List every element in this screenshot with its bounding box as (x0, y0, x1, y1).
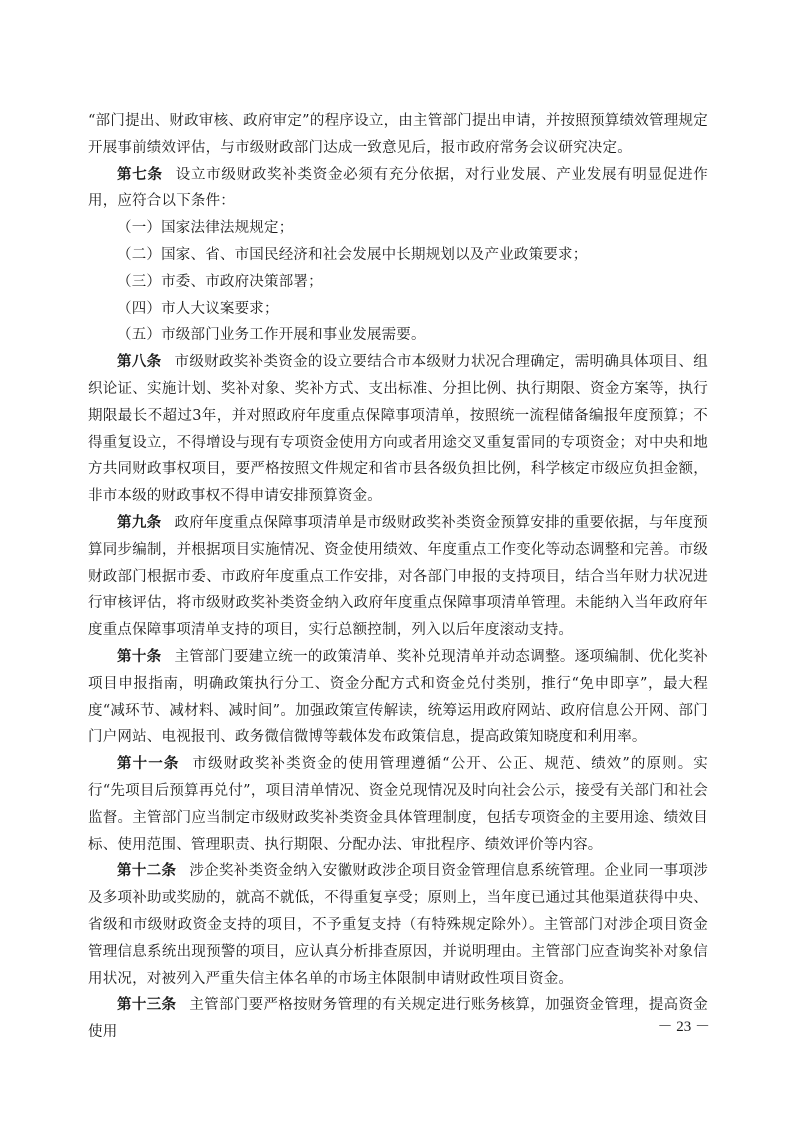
article-heading: 第十一条 (117, 756, 180, 773)
condition-item-2 (88, 242, 708, 269)
article-9 (88, 510, 708, 644)
condition-item-4 (88, 296, 708, 323)
paragraph-text: 设立市级财政奖补类资金必须有充分依据，对行业发展、产业发展有明显促进作用，应符合以下条件： (88, 166, 708, 210)
article-10 (88, 644, 708, 751)
article-8 (88, 349, 708, 510)
paragraph-text: 政府年度重点保障事项清单是市级财政奖补类资金预算安排的重要依据，与年度预算同步编制，并根据项目实施情况、资金使用绩效、年度重点工作变化等动态调整和完善。市级财政部门根据市委、市政府年度重点工作安排，对各部门申报的支持项目，结合当年财力状况进行审核评估，将市级财政奖补类资金纳入政府年度重点保障事项清单管理。未能纳入当年政府年度重点保障事项清单支持的项目，实行总额控制，列入以后年度滚动支持。 (88, 514, 708, 639)
paragraph-text: “部门提出、财政审核、政府审定”的程序设立，由主管部门提出申请，并按照预算绩效管理规定开展事前绩效评估，与市级财政部门达成一致意见后，报市政府常务会议研究决定。 (88, 113, 708, 156)
paragraph-text: 涉企奖补类资金纳入安徽财政涉企项目资金管理信息系统管理。企业同一事项涉及多项补助或奖励的，就高不就低，不得重复享受；原则上，当年度已通过其他渠道获得中央、省级和市级财政资金支持的项目，不予重复支持（有特殊规定除外）。主管部门对涉企项目资金管理信息系统出现预警的项目，应认真分析排查原因，并说明理由。主管部门应查询奖补对象信用状况，对被列入严重失信主体名单的市场主体限制申请财政性项目资金。 (88, 863, 708, 987)
paragraph-text: （一）国家法律法规规定； (117, 220, 294, 237)
article-11 (88, 751, 708, 858)
paragraph-text: 主管部门要严格按财务管理的有关规定进行账务核算，加强资金管理，提高资金使用 (88, 997, 708, 1041)
document-page (88, 108, 708, 1046)
article-heading: 第七条 (117, 166, 163, 183)
paragraph-text: 市级财政奖补类资金的使用管理遵循“公开、公正、规范、绩效”的原则。实行“先项目后预算再兑付”，项目清单情况、资金兑现情况及时向社会公示，接受有关部门和社会监督。主管部门应当制定市级财政奖补类资金具体管理制度，包括专项资金的主要用途、绩效目标、使用范围、管理职责、执行期限、分配办法、审批程序、绩效评价等内容。 (88, 756, 708, 853)
article-13 (88, 992, 708, 1046)
article-heading: 第八条 (117, 354, 162, 371)
paragraph-text: （二）国家、省、市国民经济和社会发展中长期规划以及产业政策要求； (117, 246, 588, 263)
paragraph-text: 市级财政奖补类资金的设立要结合市本级财力状况合理确定，需明确具体项目、组织论证、实施计划、奖补对象、奖补方式、支出标准、分担比例、执行期限、资金方案等，执行期限最长不超过3年，并对照政府年度重点保障事项清单，按照统一流程储备编报年度预算；不得重复设立，不得增设与现有专项资金使用方向或者用途交叉重复雷同的专项资金；对中央和地方共同财政事权项目，要严格按照文件规定和省市县各级负担比例，科学核定市级应负担金额，非市本级的财政事权不得申请安排预算资金。 (88, 354, 708, 505)
article-12 (88, 858, 708, 992)
article-7 (88, 162, 708, 216)
paragraph-text: （三）市委、市政府决策部署； (117, 273, 323, 290)
page-number: － 23 － (657, 1019, 710, 1035)
article-heading: 第十二条 (117, 863, 177, 880)
condition-item-3 (88, 269, 708, 296)
condition-item-1 (88, 215, 708, 242)
paragraph-text: （五）市级部门业务工作开展和事业发展需要。 (117, 327, 426, 344)
article-heading: 第九条 (117, 514, 162, 531)
article-heading: 第十三条 (117, 997, 177, 1014)
paragraph-text: （四）市人大议案要求； (117, 300, 279, 317)
paragraph-text: 主管部门要建立统一的政策清单、奖补兑现清单并动态调整。逐项编制、优化奖补项目申报指南，明确政策执行分工、资金分配方式和资金兑付类别，推行“免申即享”，最大程度“减环节、减材料、减时间”。加强政策宣传解读，统筹运用政府网站、政府信息公开网、部门门户网站、电视报刊、政务微信微博等载体发布政策信息，提高政策知晓度和利用率。 (88, 648, 708, 746)
condition-item-5 (88, 322, 708, 349)
continued-paragraph (88, 108, 708, 162)
article-heading: 第十条 (117, 648, 162, 665)
